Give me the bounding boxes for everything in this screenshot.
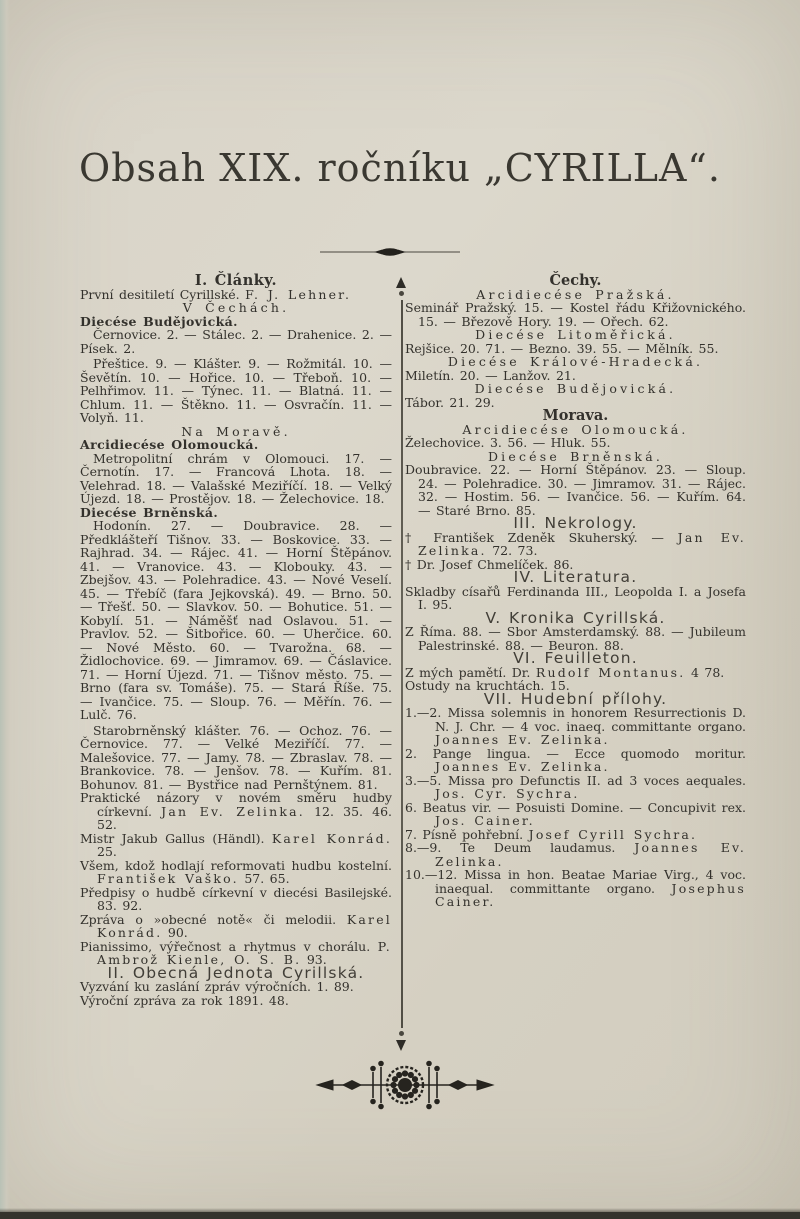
page-title: Obsah XIX. ročníku „CYRILLA“. bbox=[79, 146, 721, 190]
intro-entry bbox=[80, 288, 392, 302]
intro-author: F. J. Lehner. bbox=[245, 286, 352, 302]
obituary-text: † František Zdeněk Skuherský. — bbox=[405, 529, 678, 545]
article-text: Předpisy o hudbě církevní v diecési Basilejské. 83. 92. bbox=[80, 884, 392, 913]
place-list: Doubravice. 22. — Horní Štěpánov. 23. — Sloup. 24. — Polehradice. 30. — Jimramov. 31. — Rájec. 32. — Hostim. 56. — Ivančice. 56. — Kuřím. 64. — Staré Brno. 85. bbox=[405, 462, 746, 518]
music-supplement-item bbox=[405, 828, 746, 842]
region-heading-morava: Morava. bbox=[542, 407, 609, 424]
place-list: Seminář Pražský. 15. — Kostel řádu Křižovnického. 15. — Březově Hory. 19. — Ořech. 62. bbox=[405, 300, 746, 329]
item-author: Jos. Cainer. bbox=[435, 813, 535, 828]
section-heading-articles: I. Články. bbox=[194, 272, 278, 289]
article-pages: 90. bbox=[162, 925, 188, 940]
article-author: Karel Konrád. bbox=[271, 830, 393, 846]
place-list: Želechovice. 3. 56. — Hluk. 55. bbox=[405, 435, 611, 450]
item-text: Pange lingua. — Ecce quomodo moritur. bbox=[416, 745, 746, 761]
diocese-heading: Arcidiecése Olomoucká. bbox=[80, 437, 259, 452]
article-entry bbox=[80, 832, 392, 859]
item-author: Joannes Ev. Zelinka. bbox=[435, 732, 610, 747]
section-heading-nekrology: III. Nekrology. bbox=[513, 514, 638, 532]
literatura-entry: Skladby císařů Ferdinanda III., Leopolda I. a Josefa I. 95. bbox=[405, 583, 746, 612]
region-heading-bohemia: V Čechách. bbox=[182, 300, 290, 315]
music-supplement-item bbox=[405, 841, 746, 868]
article-author: P. Ambrož Kienle, O. S. B. bbox=[97, 938, 392, 967]
article-pages: 25. bbox=[97, 844, 117, 859]
article-pages: 12. 35. 46. 52. bbox=[97, 803, 393, 832]
obituary-pages: 72. 73. bbox=[486, 543, 538, 558]
section-heading-prilohy: VII. Hudební přílohy. bbox=[483, 689, 668, 708]
article-text: Pianissimo, výřečnost a rhytmus v chorálu. bbox=[80, 938, 378, 954]
diocese-heading: Diecése Budějovická. bbox=[80, 313, 238, 329]
report-entry: Výroční zpráva za rok 1891. 48. bbox=[80, 992, 289, 1008]
article-author: František Vaško. bbox=[97, 871, 239, 886]
item-author: Joannes Ev. Zelinka. bbox=[435, 840, 746, 869]
section-heading-jednota: II. Obecná Jednota Cyrillská. bbox=[107, 963, 365, 982]
feuilleton-text: Ostudy na kruchtách. 15. bbox=[405, 678, 570, 693]
intro-text: První desitiletí Cyrillské. bbox=[80, 286, 246, 302]
article-entry bbox=[80, 940, 392, 967]
music-supplement-item bbox=[405, 706, 746, 747]
item-number: 1.—2. bbox=[405, 705, 442, 720]
item-author: Josef Cyrill Sychra. bbox=[528, 826, 698, 842]
article-text: Praktické názory v novém směru hudby církevní. bbox=[80, 790, 392, 819]
feuilleton-entry bbox=[405, 666, 746, 680]
feuilleton-author: Rudolf Montanus. bbox=[535, 664, 686, 680]
music-supplement-item bbox=[405, 801, 746, 828]
item-text: Missa in hon. Beatae Mariae Virg., 4 voc. inaequal. committante organo. bbox=[435, 867, 746, 896]
article-entry bbox=[80, 791, 392, 832]
place-list: Přeštice. 9. — Klášter. 9. — Rožmitál. 10. — Ševětín. 10. — Hořice. 10. — Třeboň. 10. — Pelhřimov. 11. — Týnec. 11. — Blatná. 11. — Chlum. 11. — Štěkno. 11. — Osvračín. 11. — Volyň. 11. bbox=[80, 356, 392, 425]
right-column bbox=[405, 274, 746, 909]
column-rule-bottom-arrow-icon bbox=[396, 1040, 406, 1051]
section-heading-literatura: IV. Literatura. bbox=[513, 568, 638, 586]
obituary-text: † Dr. Josef Chmelíček. 86. bbox=[405, 556, 574, 572]
place-list: Metropolitní chrám v Olomouci. 17. — Černotín. 17. — Francová Lhota. 18. — Velehrad. 18. — Valašské Meziříčí. 18. — Velký Újezd. 18. — Prostějov. 18. — Želechovice. 18. bbox=[80, 450, 392, 506]
item-number: 7. bbox=[405, 826, 417, 842]
music-supplement-item bbox=[405, 747, 746, 774]
item-text: Písně pohřební. bbox=[416, 826, 529, 842]
diocese-heading: Diecése Litoměřická. bbox=[475, 327, 676, 342]
region-heading-moravia: Na Moravě. bbox=[181, 423, 291, 439]
item-number: 6. bbox=[405, 799, 417, 815]
item-author: Josephus Cainer. bbox=[435, 880, 746, 909]
obituary-entry bbox=[405, 531, 746, 558]
rosette-vignette-ornament bbox=[315, 1056, 495, 1114]
place-list: Hodonín. 27. — Doubravice. 28. — Předklášteří Tišnov. 33. — Boskovice. 33. — Rajhrad. 34. — Rájec. 41. — Horní Štěpánov. 41. — Vranovice. 43. — Klobouky. 43. — Zbejšov. 43. — Polehradice. 43. — Nové Veselí. 45. — Třebíč (fara Jejkovská). 49. — Brno. 50. — Třešť. 50. — Slavkov. 50. — Bohutice. 51. — Kobylí. 51. — Náměšť nad Oslavou. 51. — Pravlov. 52. — Šitbořice. 60. — Uherčice. 60. — Nové Město. 60. — Tvarožna. 68. — Židlochovice. 69. — Jimramov. 69. — Čáslavice. 71. — Horní Újezd. 71. — Tišnov město. 75. — Brno (fara sv. Tomáše). 75. — Stará Říše. 75. — Ivančice. 75. — Sloup. 76. — Měřín. 76. — Lulč. 76. bbox=[80, 518, 392, 722]
article-pages: 93. bbox=[301, 952, 327, 967]
place-list: Tábor. 21. 29. bbox=[405, 394, 495, 410]
article-text: Všem, kdož hodlají reformovati hudbu kostelní. bbox=[80, 857, 392, 873]
column-rule-top-finial bbox=[399, 291, 404, 296]
section-heading-feuilleton: VI. Feuilleton. bbox=[513, 649, 638, 667]
item-number: 3.—5. bbox=[405, 772, 442, 788]
article-text: Mistr Jakub Gallus (Händl). bbox=[80, 830, 272, 846]
scan-bottom-edge bbox=[0, 1212, 800, 1219]
section-heading-kronika: V. Kronika Cyrillská. bbox=[485, 608, 666, 627]
diocese-heading: Diecése Brněnská. bbox=[487, 448, 664, 464]
article-author: Karel Konrád. bbox=[97, 911, 392, 940]
obituary-author: Jan Ev. Zelinka. bbox=[418, 529, 746, 558]
item-author: Joannes Ev. Zelinka. bbox=[435, 759, 610, 774]
diocese-heading: Diecése Králové-Hradecká. bbox=[447, 354, 704, 369]
lens-rule-ornament bbox=[320, 246, 460, 258]
kronika-entry: Z Říma. 88. — Sbor Amsterdamský. 88. — Jubileum Palestrinské. 88. — Beuron. 88. bbox=[405, 624, 746, 653]
report-entry: Vyzvání ku zaslání zpráv výročních. 1. 89. bbox=[80, 979, 354, 994]
column-divider-rule bbox=[401, 300, 403, 1028]
article-entry bbox=[80, 859, 392, 886]
place-list: Starobrněnský klášter. 76. — Ochoz. 76. — Černovice. 77. — Velké Meziříčí. 77. — Malešovice. 77. — Jamy. 78. — Zbraslav. 78. — Brankovice. 78. — Jenšov. 78. — Kuřím. 81. Bohunov. 81. — Bystřice nad Pernštýnem. 81. bbox=[80, 722, 392, 792]
article-entry bbox=[80, 913, 392, 940]
diocese-heading: Diecése Budějovická. bbox=[474, 381, 677, 396]
music-supplement-item bbox=[405, 774, 746, 801]
feuilleton-pages: 4 78. bbox=[685, 664, 725, 680]
place-list: Miletín. 20. — Lanžov. 21. bbox=[405, 367, 576, 383]
region-heading-cechy: Čechy. bbox=[549, 272, 602, 289]
place-list: Rejšice. 20. 71. — Bezno. 39. 55. — Mělník. 55. bbox=[405, 340, 719, 356]
article-pages: 57. 65. bbox=[238, 871, 290, 886]
article-text: Zpráva o »obecné notě« či melodii. bbox=[80, 911, 347, 927]
music-supplement-item bbox=[405, 868, 746, 909]
diocese-heading: Arcidiecése Olomoucká. bbox=[462, 421, 689, 437]
column-rule-bottom-finial bbox=[399, 1031, 404, 1036]
item-text: Missa solemnis in honorem Resurrectionis D. N. J. Chr. — 4 voc. inaeq. committante organo. bbox=[435, 705, 746, 734]
item-text: Te Deum laudamus. bbox=[441, 840, 635, 855]
diocese-heading: Arcidiecése Pražská. bbox=[476, 286, 675, 302]
feuilleton-text: Z mých pamětí. Dr. bbox=[405, 664, 536, 680]
left-column bbox=[80, 274, 392, 1007]
item-number: 2. bbox=[405, 745, 417, 761]
article-author: Jan Ev. Zelinka. bbox=[161, 803, 305, 819]
item-number: 10.—12. bbox=[405, 867, 458, 882]
item-number: 8.—9. bbox=[405, 840, 442, 855]
article-entry bbox=[80, 886, 392, 913]
place-list: Černovice. 2. — Stálec. 2. — Drahenice. 2. — Písek. 2. bbox=[80, 327, 392, 356]
item-author: Jos. Cyr. Sychra. bbox=[435, 786, 580, 801]
item-text: Missa pro Defunctis II. ad 3 voces aequales. bbox=[441, 772, 746, 788]
diocese-heading: Diecése Brněnská. bbox=[80, 504, 219, 520]
item-text: Beatus vir. — Posuisti Domine. — Concupivit rex. bbox=[416, 799, 746, 815]
